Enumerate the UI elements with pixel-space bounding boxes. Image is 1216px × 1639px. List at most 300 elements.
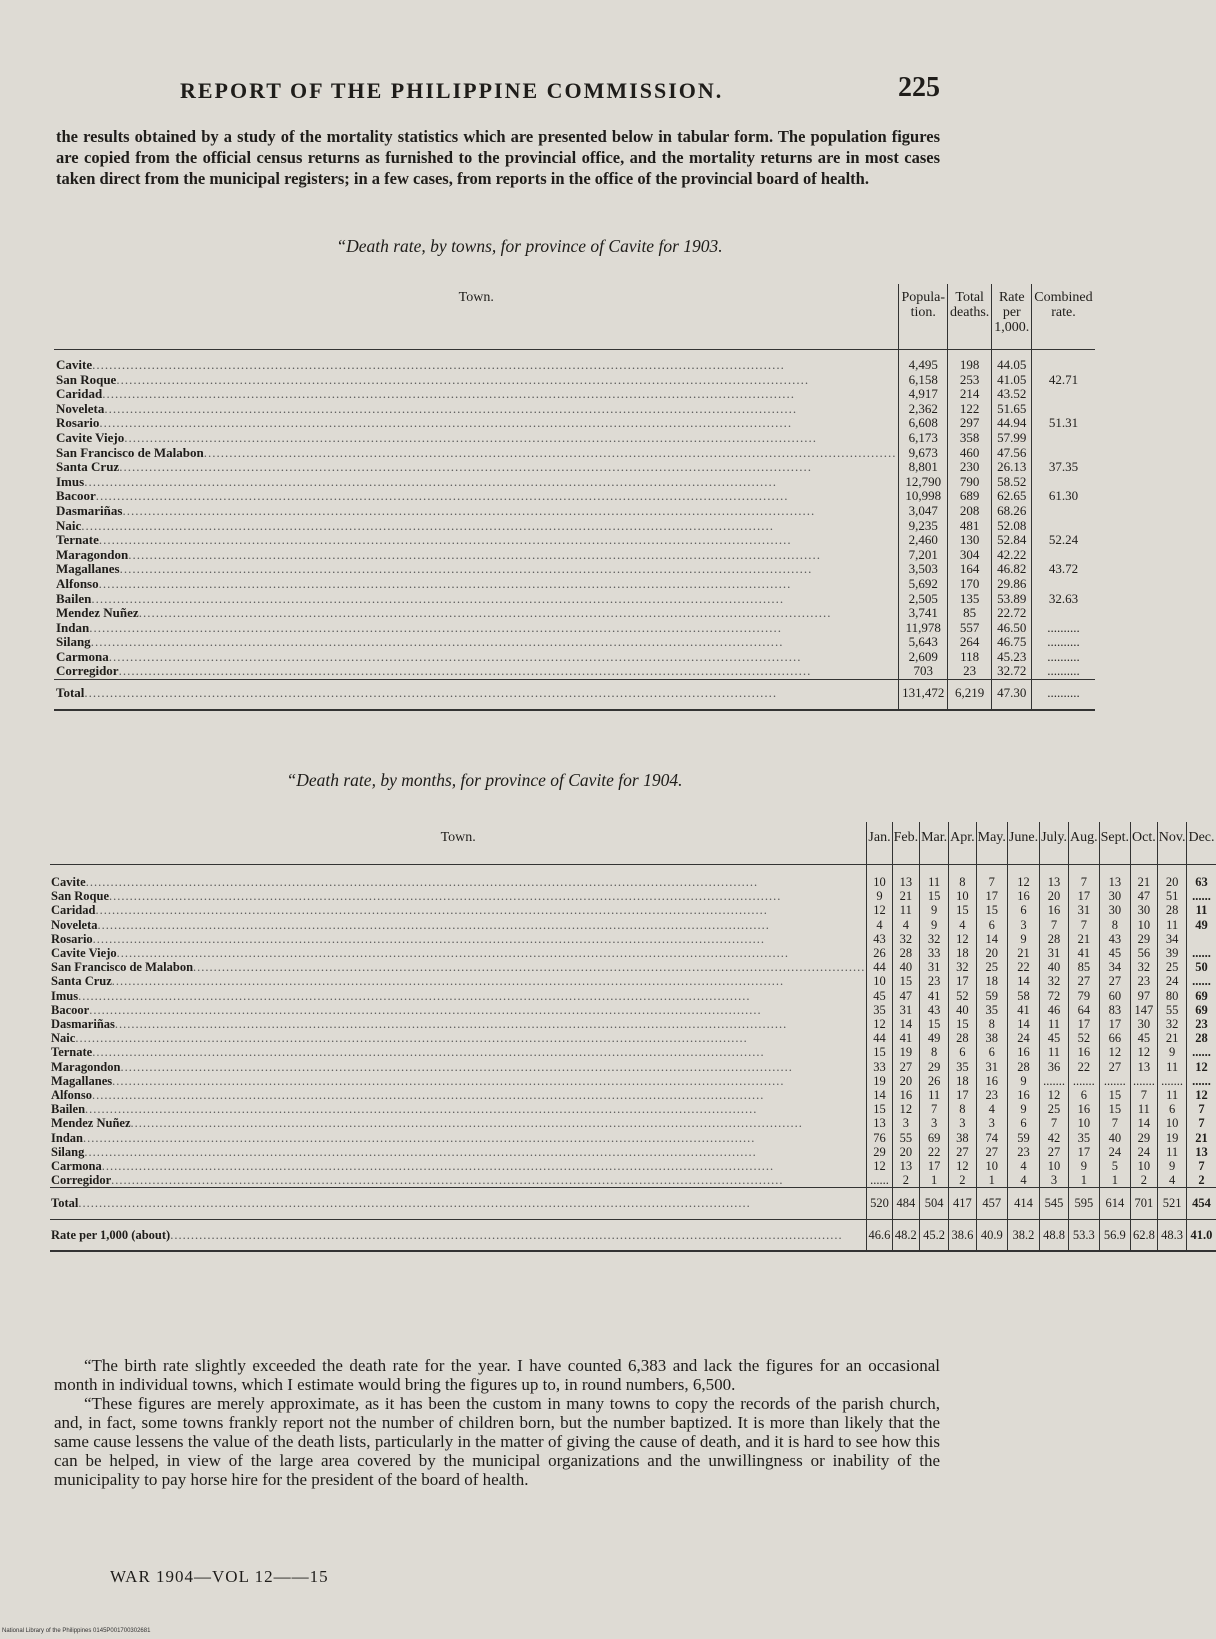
table1-rate-cell: 32.72 [992, 664, 1032, 679]
table1-total-pop-cell: 131,472 [899, 680, 948, 710]
table1-pop-cell: 11,978 [899, 621, 948, 636]
town-leader [51, 1045, 865, 1059]
table2-month-cell: 79 [1069, 989, 1100, 1003]
table2-month-cell: 21 [1069, 932, 1100, 946]
table2-month-cell: 17 [976, 889, 1007, 903]
table2-month-cell: ...... [1187, 1045, 1216, 1059]
table2-town-cell [50, 932, 867, 946]
table2-month-cell: 17 [1069, 1017, 1100, 1031]
table2-month-cell: 12 [1007, 865, 1039, 890]
table2-month-cell: ....... [1157, 1074, 1187, 1088]
running-title: REPORT OF THE PHILIPPINE COMMISSION. [180, 78, 724, 103]
table2-month-cell: 10 [976, 1159, 1007, 1173]
table2-month-cell: 46 [1040, 1003, 1069, 1017]
table1-caption: “Death rate, by towns, for province of Cavite for 1903. [336, 236, 723, 256]
table2-month-cell: 59 [1007, 1131, 1039, 1145]
table2-month-cell: 12 [1099, 1045, 1130, 1059]
table1-pop-cell: 6,158 [899, 373, 948, 388]
table-row [54, 635, 1095, 650]
table1-deaths-cell: 460 [948, 446, 992, 461]
table2-month-cell: 24 [1099, 1145, 1130, 1159]
dot-leader [89, 1003, 865, 1017]
table2-month-cell: 4 [1007, 1159, 1039, 1173]
town-name: Naic [51, 1031, 76, 1046]
table2-month-cell: 6 [976, 918, 1007, 932]
town-leader [51, 1074, 865, 1088]
approximation-paragraph: “These figures are merely approximate, as it has been the custom in many towns to copy the records of the parish church, and, in fact, some towns frankly report not the number of children born, but the number baptized. It is more than likely that the same cause lessens the value of the death lists, particularly in the matter of giving the cause of death, and it is hard to see how this can be helped, in view of the large area covered by the municipal organizations and the unwillingness or inability of the municipality to pay horse hire for the president of the board of health. [54, 1394, 940, 1489]
table2-town-cell [50, 946, 867, 960]
dot-leader [83, 1131, 865, 1145]
dot-leader [95, 903, 865, 917]
table2-month-cell: 10 [867, 974, 892, 988]
table2-month-cell: 27 [1069, 974, 1100, 988]
running-header [180, 72, 940, 104]
table2-caption: “Death rate, by months, for province of Cavite for 1904. [286, 770, 683, 790]
town-leader [56, 635, 896, 650]
table2-month-cell: 10 [1131, 918, 1158, 932]
town-leader [56, 621, 896, 636]
table2-month-cell: 15 [867, 1045, 892, 1059]
town-name: Cavite [51, 875, 86, 889]
table2-month-cell: 20 [892, 1145, 920, 1159]
table2-month-cell: 10 [1157, 1116, 1187, 1130]
town-name: Cavite Viejo [56, 429, 125, 445]
table2-total-cell: 521 [1157, 1188, 1187, 1219]
town-leader [51, 1228, 865, 1242]
table2-month-cell: 41 [892, 1031, 920, 1045]
table2-month-cell: 3 [1040, 1173, 1069, 1188]
town-name: Silang [56, 634, 91, 650]
table-row [54, 446, 1095, 461]
town-name: Dasmariñas [56, 502, 123, 518]
table1-pop-cell: 6,173 [899, 431, 948, 446]
town-name: Dasmariñas [51, 1017, 115, 1032]
town-name: Noveleta [51, 917, 98, 932]
table1-town-cell [54, 577, 899, 592]
table1-rate-cell: 46.75 [992, 635, 1032, 650]
table2-month-cell: 30 [1131, 903, 1158, 917]
table2-month-cell: 16 [976, 1074, 1007, 1088]
town-leader [51, 1088, 865, 1102]
table2-month-cell: 10 [949, 889, 977, 903]
table2-month-cell: 45 [867, 989, 892, 1003]
table2-month-cell: 12 [892, 1102, 920, 1116]
table1-pop-cell: 8,801 [899, 460, 948, 475]
table2-month-cell: 50 [1187, 960, 1216, 974]
table2-rate-cell: 62.8 [1131, 1219, 1158, 1251]
table2-town-cell [50, 1031, 867, 1045]
table2-month-cell: 15 [1099, 1102, 1130, 1116]
table1-header-4: Combined rate. [1032, 284, 1095, 350]
table2-month-cell: 10 [867, 865, 892, 890]
table-row [50, 1074, 1216, 1088]
table1-town-cell [54, 533, 899, 548]
town-name: Ternate [51, 1045, 93, 1060]
table2-month-cell: 9 [1007, 1102, 1039, 1116]
town-leader [51, 1017, 865, 1031]
table1-rate-cell: 53.89 [992, 592, 1032, 607]
table2-month-cell: 9 [1069, 1159, 1100, 1173]
table2-header-11: Nov. [1157, 822, 1187, 865]
table1-pop-cell: 12,790 [899, 475, 948, 490]
table1-comb-cell [1032, 431, 1095, 446]
table1-deaths-cell: 135 [948, 592, 992, 607]
table1-rate-cell: 51.65 [992, 402, 1032, 417]
town-leader [51, 974, 865, 988]
table2-month-cell: 47 [892, 989, 920, 1003]
table2-month-cell: 2 [1187, 1173, 1216, 1188]
table2-month-cell: 16 [1069, 1102, 1100, 1116]
table1-deaths-cell: 170 [948, 577, 992, 592]
table1-comb-cell [1032, 387, 1095, 402]
table2-month-cell: 22 [1007, 960, 1039, 974]
town-name: Noveleta [56, 400, 105, 416]
table2-month-cell: 28 [892, 946, 920, 960]
table1-deaths-cell: 230 [948, 460, 992, 475]
table2-month-cell: 2 [892, 1173, 920, 1188]
table-row [50, 1017, 1216, 1031]
table2-month-cell: 3 [949, 1116, 977, 1130]
table2-month-cell: 9 [1157, 1159, 1187, 1173]
table2-month-cell: 20 [892, 1074, 920, 1088]
table2-month-cell: 83 [1099, 1003, 1130, 1017]
table1-rate-cell: 42.22 [992, 548, 1032, 563]
table2-month-cell: 17 [949, 974, 977, 988]
town-leader [56, 489, 896, 504]
table1-comb-cell: .......... [1032, 664, 1095, 679]
table1-pop-cell: 6,608 [899, 416, 948, 431]
table1-pop-cell: 9,673 [899, 446, 948, 461]
town-name: Naic [56, 517, 82, 533]
table2-month-cell [1187, 932, 1216, 946]
table2-month-cell: ....... [1040, 1074, 1069, 1088]
table-row [54, 373, 1095, 388]
dot-leader [122, 504, 896, 519]
town-leader [56, 606, 896, 621]
table2-month-cell: ....... [1069, 1074, 1100, 1088]
table2-month-cell: 13 [1187, 1145, 1216, 1159]
table2-month-cell: 9 [920, 903, 949, 917]
table-row [54, 387, 1095, 402]
table-row [54, 664, 1095, 679]
town-name: Mendez Nuñez [56, 605, 139, 621]
table-row [50, 1131, 1216, 1145]
table2-month-cell: 14 [1131, 1116, 1158, 1130]
dot-leader [98, 918, 866, 932]
town-name: Rosario [56, 415, 100, 431]
table2-month-cell: 34 [1157, 932, 1187, 946]
table-row [50, 1102, 1216, 1116]
town-leader [56, 402, 896, 417]
table1-pop-cell: 5,692 [899, 577, 948, 592]
table1-pop-cell: 2,609 [899, 650, 948, 665]
table2-month-cell: 1 [1099, 1173, 1130, 1188]
table2-month-cell: 35 [1069, 1131, 1100, 1145]
table2-month-cell: 7 [920, 1102, 949, 1116]
table2-month-cell: 18 [949, 946, 977, 960]
town-name: Total [51, 1196, 79, 1211]
table1-town-cell [54, 387, 899, 402]
table2-month-cell: 8 [949, 1102, 977, 1116]
town-name: Cavite [56, 357, 93, 372]
table2-month-cell: 32 [949, 960, 977, 974]
table2-month-cell: 18 [976, 974, 1007, 988]
table2-month-cell: 11 [1187, 903, 1216, 917]
death-rate-by-months-table [50, 822, 1216, 1252]
table2-total-cell: 595 [1069, 1188, 1100, 1219]
table2-month-cell: 15 [949, 1017, 977, 1031]
table2-month-cell: ...... [1187, 946, 1216, 960]
table2-month-cell: 33 [920, 946, 949, 960]
dot-leader [128, 548, 896, 563]
dot-leader [84, 686, 896, 701]
town-name: Magallanes [51, 1073, 113, 1088]
table1-rate-cell: 22.72 [992, 606, 1032, 621]
town-name: Carmona [51, 1159, 102, 1174]
table1-body [54, 350, 1095, 710]
table-row [54, 562, 1095, 577]
table1-town-cell [54, 504, 899, 519]
table2-month-cell: 19 [1157, 1131, 1187, 1145]
table2-month-cell: 38 [976, 1031, 1007, 1045]
table-row [54, 350, 1095, 373]
table1-deaths-cell: 23 [948, 664, 992, 679]
dot-leader [115, 1017, 866, 1031]
table2-month-cell: 43 [1099, 932, 1130, 946]
table1-comb-cell: 61.30 [1032, 489, 1095, 504]
table2-month-cell: 41 [920, 989, 949, 1003]
table2-month-cell: 19 [867, 1074, 892, 1088]
table1-pop-cell: 4,917 [899, 387, 948, 402]
town-leader [56, 504, 896, 519]
town-leader [56, 519, 896, 534]
table2-month-cell: 31 [976, 1060, 1007, 1074]
town-leader [51, 1116, 865, 1130]
table-row [54, 650, 1095, 665]
town-name: Bailen [56, 590, 92, 606]
table2-month-cell: 7 [1187, 1102, 1216, 1116]
table2-month-cell: 45 [1099, 946, 1130, 960]
town-name: Santa Cruz [51, 974, 112, 989]
table-row [50, 1060, 1216, 1074]
table2-month-cell: 15 [920, 889, 949, 903]
table-row [50, 1145, 1216, 1159]
town-name: Imus [56, 473, 85, 489]
dot-leader [117, 946, 866, 960]
table1-rate-cell: 26.13 [992, 460, 1032, 475]
table-row [50, 1031, 1216, 1045]
town-name: San Roque [51, 889, 110, 904]
town-leader [51, 1159, 865, 1173]
table2-month-cell: 12 [949, 1159, 977, 1173]
table2-month-cell: 36 [1040, 1060, 1069, 1074]
dot-leader [96, 489, 897, 504]
table2-month-cell: 44 [867, 960, 892, 974]
table2-header-8: Aug. [1069, 822, 1100, 865]
town-leader [56, 577, 896, 592]
table-row [54, 592, 1095, 607]
table1-total-deaths-cell: 6,219 [948, 680, 992, 710]
table2-month-cell: 16 [1069, 1045, 1100, 1059]
table2-month-cell: 23 [1187, 1017, 1216, 1031]
table2-month-cell: 20 [1040, 889, 1069, 903]
town-name: Maragondon [56, 546, 129, 562]
table2-total-cell: 484 [892, 1188, 920, 1219]
table1-rate-cell: 52.84 [992, 533, 1032, 548]
table1-town-cell [54, 489, 899, 504]
town-leader [51, 1003, 865, 1017]
table2-month-cell: 24 [1131, 1145, 1158, 1159]
dot-leader [92, 358, 896, 373]
table2-month-cell: 74 [976, 1131, 1007, 1145]
table2-month-cell: ....... [1131, 1074, 1158, 1088]
table2-month-cell: 11 [1131, 1102, 1158, 1116]
town-leader [51, 889, 865, 903]
table2-month-cell: 17 [1069, 1145, 1100, 1159]
town-leader [56, 548, 896, 563]
table2-month-cell: 147 [1131, 1003, 1158, 1017]
town-name: Imus [51, 988, 79, 1003]
table2-town-cell [50, 989, 867, 1003]
table1-pop-cell: 3,047 [899, 504, 948, 519]
town-leader [51, 875, 865, 889]
table2-total-cell: 614 [1099, 1188, 1130, 1219]
town-leader [56, 387, 896, 402]
table2-month-cell: 7 [976, 865, 1007, 890]
table1-comb-cell [1032, 350, 1095, 373]
town-name: Rate per 1,000 (about) [51, 1227, 171, 1242]
table2-month-cell: 21 [1187, 1131, 1216, 1145]
table2-header-2: Feb. [892, 822, 920, 865]
table2-month-cell: 58 [1007, 989, 1039, 1003]
town-leader [51, 903, 865, 917]
table2-header-row [50, 822, 1216, 865]
table2-month-cell: 32 [1040, 974, 1069, 988]
town-name: Caridad [56, 386, 103, 402]
table1-town-cell [54, 416, 899, 431]
table2-month-cell: 6 [949, 1045, 977, 1059]
table2-rate-cell: 48.3 [1157, 1219, 1187, 1251]
table1-town-cell [54, 373, 899, 388]
table2-town-cell [50, 960, 867, 974]
dot-leader [170, 1228, 865, 1242]
table1-rate-cell: 46.82 [992, 562, 1032, 577]
table2-month-cell: 35 [976, 1003, 1007, 1017]
table2-month-cell: 6 [1007, 903, 1039, 917]
table-row [50, 889, 1216, 903]
table2-month-cell: ...... [867, 1173, 892, 1188]
table1-deaths-cell: 122 [948, 402, 992, 417]
birth-rate-paragraph: “The birth rate slightly exceeded the death rate for the year. I have counted 6,383 and lack the figures for an occasional month in individual towns, which I estimate would bring the figures up to, in round numbers, 6,500. [54, 1356, 940, 1394]
table2-month-cell: 20 [1157, 865, 1187, 890]
table2-month-cell: 30 [1099, 889, 1130, 903]
table2-month-cell: 52 [1069, 1031, 1100, 1045]
table2-header-0: Town. [50, 822, 867, 865]
death-rate-by-towns-table [54, 284, 1095, 711]
table2-month-cell: 3 [892, 1116, 920, 1130]
town-leader [51, 1102, 865, 1116]
table-row [50, 974, 1216, 988]
table1-deaths-cell: 790 [948, 475, 992, 490]
table2-month-cell: 41 [1069, 946, 1100, 960]
table1-town-cell [54, 460, 899, 475]
table2-month-cell: 14 [1007, 1017, 1039, 1031]
table-row [50, 1173, 1216, 1188]
dot-leader [85, 1102, 865, 1116]
table1-rate-cell: 57.99 [992, 431, 1032, 446]
town-name: Alfonso [56, 575, 99, 591]
table2-month-cell: 40 [1099, 1131, 1130, 1145]
table2-town-cell [50, 1102, 867, 1116]
table2-month-cell: 8 [949, 865, 977, 890]
table2-month-cell: 12 [867, 903, 892, 917]
table1-town-cell [54, 402, 899, 417]
table2-month-cell: 8 [976, 1017, 1007, 1031]
town-leader [56, 446, 896, 461]
table1-total-comb-cell: .......... [1032, 680, 1095, 710]
table2-town-cell [50, 903, 867, 917]
town-leader [51, 1196, 865, 1210]
dot-leader [120, 1060, 865, 1074]
table2-month-cell: 4 [867, 918, 892, 932]
table2-month-cell: 11 [920, 1088, 949, 1102]
table2-month-cell: 55 [1157, 1003, 1187, 1017]
table-row [50, 932, 1216, 946]
town-leader [51, 1031, 865, 1045]
table1-total-rate-cell: 47.30 [992, 680, 1032, 710]
table2-month-cell: 45 [1040, 1031, 1069, 1045]
table-row [54, 548, 1095, 563]
dot-leader [109, 889, 865, 903]
table2-month-cell: 7 [1069, 865, 1100, 890]
town-name: San Roque [56, 371, 117, 387]
table2-month-cell: 31 [1069, 903, 1100, 917]
table2-month-cell: 15 [976, 903, 1007, 917]
town-leader [56, 686, 896, 701]
table-row [54, 606, 1095, 621]
table1-town-cell [54, 519, 899, 534]
town-name: Corregidor [51, 1173, 112, 1188]
table1-deaths-cell: 85 [948, 606, 992, 621]
table2-month-cell: 14 [867, 1088, 892, 1102]
table1-deaths-cell: 118 [948, 650, 992, 665]
town-leader [56, 373, 896, 388]
table2-town-cell [50, 865, 867, 890]
table2-month-cell: 13 [892, 865, 920, 890]
table2-month-cell: 45 [1131, 1031, 1158, 1045]
table2-month-cell: 22 [1069, 1060, 1100, 1074]
table1-pop-cell: 2,505 [899, 592, 948, 607]
table2-header-9: Sept. [1099, 822, 1130, 865]
town-leader [51, 918, 865, 932]
table2-month-cell: 32 [892, 932, 920, 946]
table2-month-cell: 18 [949, 1074, 977, 1088]
town-leader [51, 1145, 865, 1159]
table2-month-cell: 64 [1069, 1003, 1100, 1017]
table-row [54, 402, 1095, 417]
table2-month-cell: 8 [1099, 918, 1130, 932]
table2-rate-cell: 53.3 [1069, 1219, 1100, 1251]
table2-total-row [50, 1188, 1216, 1219]
table2-month-cell: 49 [920, 1031, 949, 1045]
table1-pop-cell: 3,741 [899, 606, 948, 621]
table2-month-cell: 52 [949, 989, 977, 1003]
table2-month-cell: 34 [1099, 960, 1130, 974]
dot-leader [75, 1031, 865, 1045]
table2-month-cell: 15 [1099, 1088, 1130, 1102]
table1-rate-cell: 43.52 [992, 387, 1032, 402]
dot-leader [116, 373, 896, 388]
